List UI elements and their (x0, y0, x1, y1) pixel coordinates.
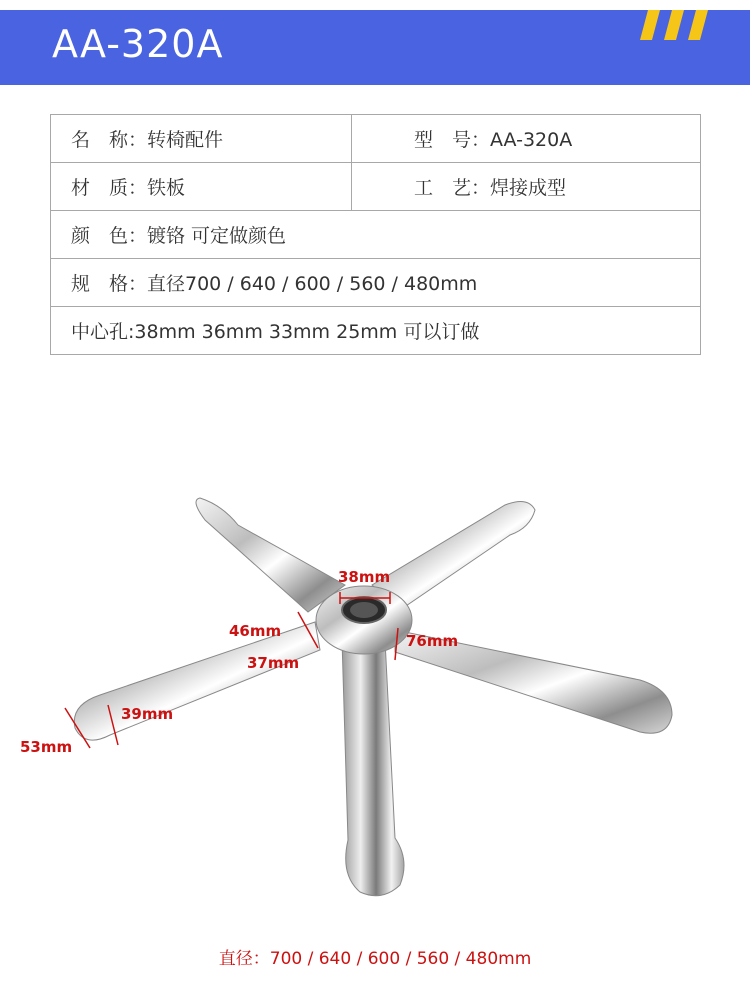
table-row (51, 211, 701, 259)
dim-arm-outer-label: 46mm (229, 622, 282, 640)
dim-foot-width-label: 39mm (121, 705, 174, 723)
dim-foot-length-label: 53mm (20, 738, 73, 756)
arm-upper-left (196, 498, 345, 612)
spec-table (50, 114, 701, 355)
table-row (51, 163, 701, 211)
chair-base-illustration (0, 450, 750, 910)
spec-model: 型 号：AA-320A (352, 115, 701, 163)
arm-left (74, 622, 320, 740)
spec-process: 工 艺：焊接成型 (352, 163, 701, 211)
spec-size: 规 格：直径700 / 640 / 600 / 560 / 480mm (51, 259, 701, 307)
arm-upper-right (372, 501, 535, 610)
diameter-label: 直径：700 / 640 / 600 / 560 / 480mm (218, 949, 532, 969)
spec-material: 材 质：铁板 (51, 163, 352, 211)
table-row (51, 307, 701, 355)
page-title: AA-320A (52, 22, 224, 66)
header-banner (0, 10, 750, 85)
spec-hole: 中心孔:38mm 36mm 33mm 25mm 可以订做 (51, 307, 701, 355)
arm-bottom (342, 640, 404, 896)
spec-color: 颜 色：镀铬 可定做颜色 (51, 211, 701, 259)
dim-arm-inner-label: 37mm (247, 654, 300, 672)
dim-hole-label: 38mm (338, 568, 391, 586)
table-row (51, 115, 701, 163)
dim-arm-height-label: 76mm (406, 632, 459, 650)
spec-name: 名 称：转椅配件 (51, 115, 352, 163)
stripes-decoration-icon (638, 10, 718, 50)
table-row (51, 259, 701, 307)
